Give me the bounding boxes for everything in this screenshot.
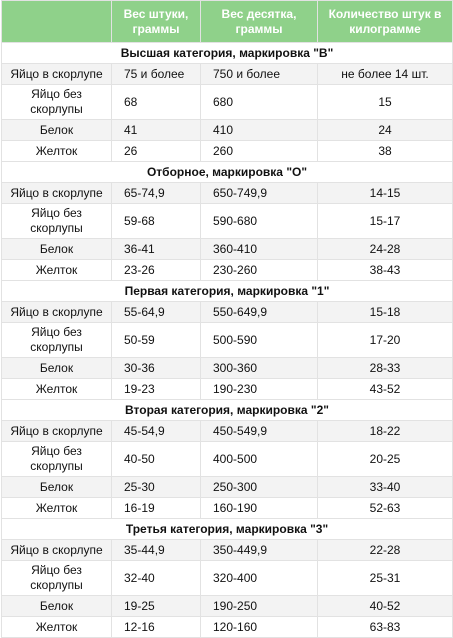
- table-row: [2, 141, 453, 162]
- cell-count-kg: 15-18: [318, 302, 453, 323]
- cell-weight-piece: 23-26: [112, 260, 201, 281]
- cell-weight-piece: 19-23: [112, 379, 201, 400]
- cell-weight-ten: 750 и более: [201, 64, 318, 85]
- cell-weight-piece: 16-19: [112, 498, 201, 519]
- cell-count-kg: 15-17: [318, 204, 453, 239]
- egg-weight-table: [1, 0, 453, 638]
- section-title: Третья категория, маркировка "3": [2, 519, 453, 540]
- cell-count-kg: 17-20: [318, 323, 453, 358]
- section-row: [2, 162, 453, 183]
- row-label: Желток: [2, 260, 112, 281]
- cell-weight-piece: 25-30: [112, 477, 201, 498]
- cell-weight-piece: 19-25: [112, 596, 201, 617]
- row-label: Белок: [2, 120, 112, 141]
- cell-count-kg: 52-63: [318, 498, 453, 519]
- header-weight-piece: Вес штуки, граммы: [112, 1, 201, 43]
- cell-weight-ten: 410: [201, 120, 318, 141]
- section-row: [2, 281, 453, 302]
- table-row: [2, 421, 453, 442]
- cell-count-kg: 40-52: [318, 596, 453, 617]
- cell-weight-ten: 190-250: [201, 596, 318, 617]
- row-label: Яйцо в скорлупе: [2, 64, 112, 85]
- row-label: Яйцо без скорлупы: [2, 323, 112, 358]
- table-row: [2, 596, 453, 617]
- table-body: [2, 43, 453, 638]
- table-row: [2, 477, 453, 498]
- table-row: [2, 239, 453, 260]
- cell-weight-ten: 160-190: [201, 498, 318, 519]
- row-label: Желток: [2, 498, 112, 519]
- cell-weight-piece: 59-68: [112, 204, 201, 239]
- section-title: Отборное, маркировка "О": [2, 162, 453, 183]
- cell-count-kg: 25-31: [318, 561, 453, 596]
- cell-weight-ten: 120-160: [201, 617, 318, 638]
- cell-weight-ten: 400-500: [201, 442, 318, 477]
- row-label: Яйцо без скорлупы: [2, 204, 112, 239]
- table-row: [2, 64, 453, 85]
- cell-count-kg: 38: [318, 141, 453, 162]
- cell-weight-ten: 360-410: [201, 239, 318, 260]
- cell-weight-piece: 75 и более: [112, 64, 201, 85]
- cell-count-kg: 24: [318, 120, 453, 141]
- cell-count-kg: 43-52: [318, 379, 453, 400]
- cell-count-kg: 38-43: [318, 260, 453, 281]
- row-label: Яйцо без скорлупы: [2, 85, 112, 120]
- row-label: Желток: [2, 141, 112, 162]
- cell-weight-ten: 500-590: [201, 323, 318, 358]
- header-item: [2, 1, 112, 43]
- cell-weight-ten: 550-649,9: [201, 302, 318, 323]
- row-label: Белок: [2, 596, 112, 617]
- table-row: [2, 617, 453, 638]
- cell-count-kg: 28-33: [318, 358, 453, 379]
- table-header: [2, 1, 453, 43]
- table-row: [2, 540, 453, 561]
- row-label: Белок: [2, 477, 112, 498]
- section-row: [2, 400, 453, 421]
- cell-weight-piece: 41: [112, 120, 201, 141]
- section-row: [2, 43, 453, 64]
- cell-weight-ten: 650-749,9: [201, 183, 318, 204]
- cell-count-kg: 15: [318, 85, 453, 120]
- cell-count-kg: 14-15: [318, 183, 453, 204]
- cell-weight-ten: 300-360: [201, 358, 318, 379]
- cell-weight-ten: 260: [201, 141, 318, 162]
- cell-weight-piece: 12-16: [112, 617, 201, 638]
- table-row: [2, 498, 453, 519]
- table-row: [2, 358, 453, 379]
- cell-weight-ten: 450-549,9: [201, 421, 318, 442]
- cell-weight-piece: 35-44,9: [112, 540, 201, 561]
- table-row: [2, 379, 453, 400]
- row-label: Яйцо в скорлупе: [2, 302, 112, 323]
- cell-weight-ten: 350-449,9: [201, 540, 318, 561]
- cell-count-kg: 33-40: [318, 477, 453, 498]
- cell-weight-piece: 55-64,9: [112, 302, 201, 323]
- table-row: [2, 204, 453, 239]
- row-label: Желток: [2, 617, 112, 638]
- cell-weight-piece: 30-36: [112, 358, 201, 379]
- cell-count-kg: не более 14 шт.: [318, 64, 453, 85]
- cell-weight-piece: 32-40: [112, 561, 201, 596]
- section-title: Вторая категория, маркировка "2": [2, 400, 453, 421]
- table-row: [2, 260, 453, 281]
- cell-weight-piece: 50-59: [112, 323, 201, 358]
- row-label: Яйцо без скорлупы: [2, 561, 112, 596]
- row-label: Яйцо без скорлупы: [2, 442, 112, 477]
- cell-count-kg: 22-28: [318, 540, 453, 561]
- table-row: [2, 302, 453, 323]
- cell-weight-piece: 26: [112, 141, 201, 162]
- row-label: Яйцо в скорлупе: [2, 540, 112, 561]
- section-title: Высшая категория, маркировка "В": [2, 43, 453, 64]
- section-row: [2, 519, 453, 540]
- cell-weight-piece: 65-74,9: [112, 183, 201, 204]
- cell-weight-ten: 590-680: [201, 204, 318, 239]
- header-weight-ten: Вес десятка, граммы: [201, 1, 318, 43]
- table-row: [2, 85, 453, 120]
- cell-count-kg: 63-83: [318, 617, 453, 638]
- cell-count-kg: 20-25: [318, 442, 453, 477]
- row-label: Белок: [2, 239, 112, 260]
- cell-count-kg: 18-22: [318, 421, 453, 442]
- cell-weight-ten: 190-230: [201, 379, 318, 400]
- header-count-kg: Количество штук в килограмме: [318, 1, 453, 43]
- row-label: Яйцо в скорлупе: [2, 183, 112, 204]
- row-label: Яйцо в скорлупе: [2, 421, 112, 442]
- cell-weight-piece: 40-50: [112, 442, 201, 477]
- row-label: Белок: [2, 358, 112, 379]
- table-row: [2, 183, 453, 204]
- cell-weight-ten: 250-300: [201, 477, 318, 498]
- table-row: [2, 561, 453, 596]
- cell-weight-piece: 45-54,9: [112, 421, 201, 442]
- table-row: [2, 323, 453, 358]
- cell-weight-ten: 230-260: [201, 260, 318, 281]
- section-title: Первая категория, маркировка "1": [2, 281, 453, 302]
- cell-weight-ten: 320-400: [201, 561, 318, 596]
- table-row: [2, 442, 453, 477]
- cell-weight-piece: 68: [112, 85, 201, 120]
- row-label: Желток: [2, 379, 112, 400]
- cell-count-kg: 24-28: [318, 239, 453, 260]
- cell-weight-piece: 36-41: [112, 239, 201, 260]
- table-row: [2, 120, 453, 141]
- cell-weight-ten: 680: [201, 85, 318, 120]
